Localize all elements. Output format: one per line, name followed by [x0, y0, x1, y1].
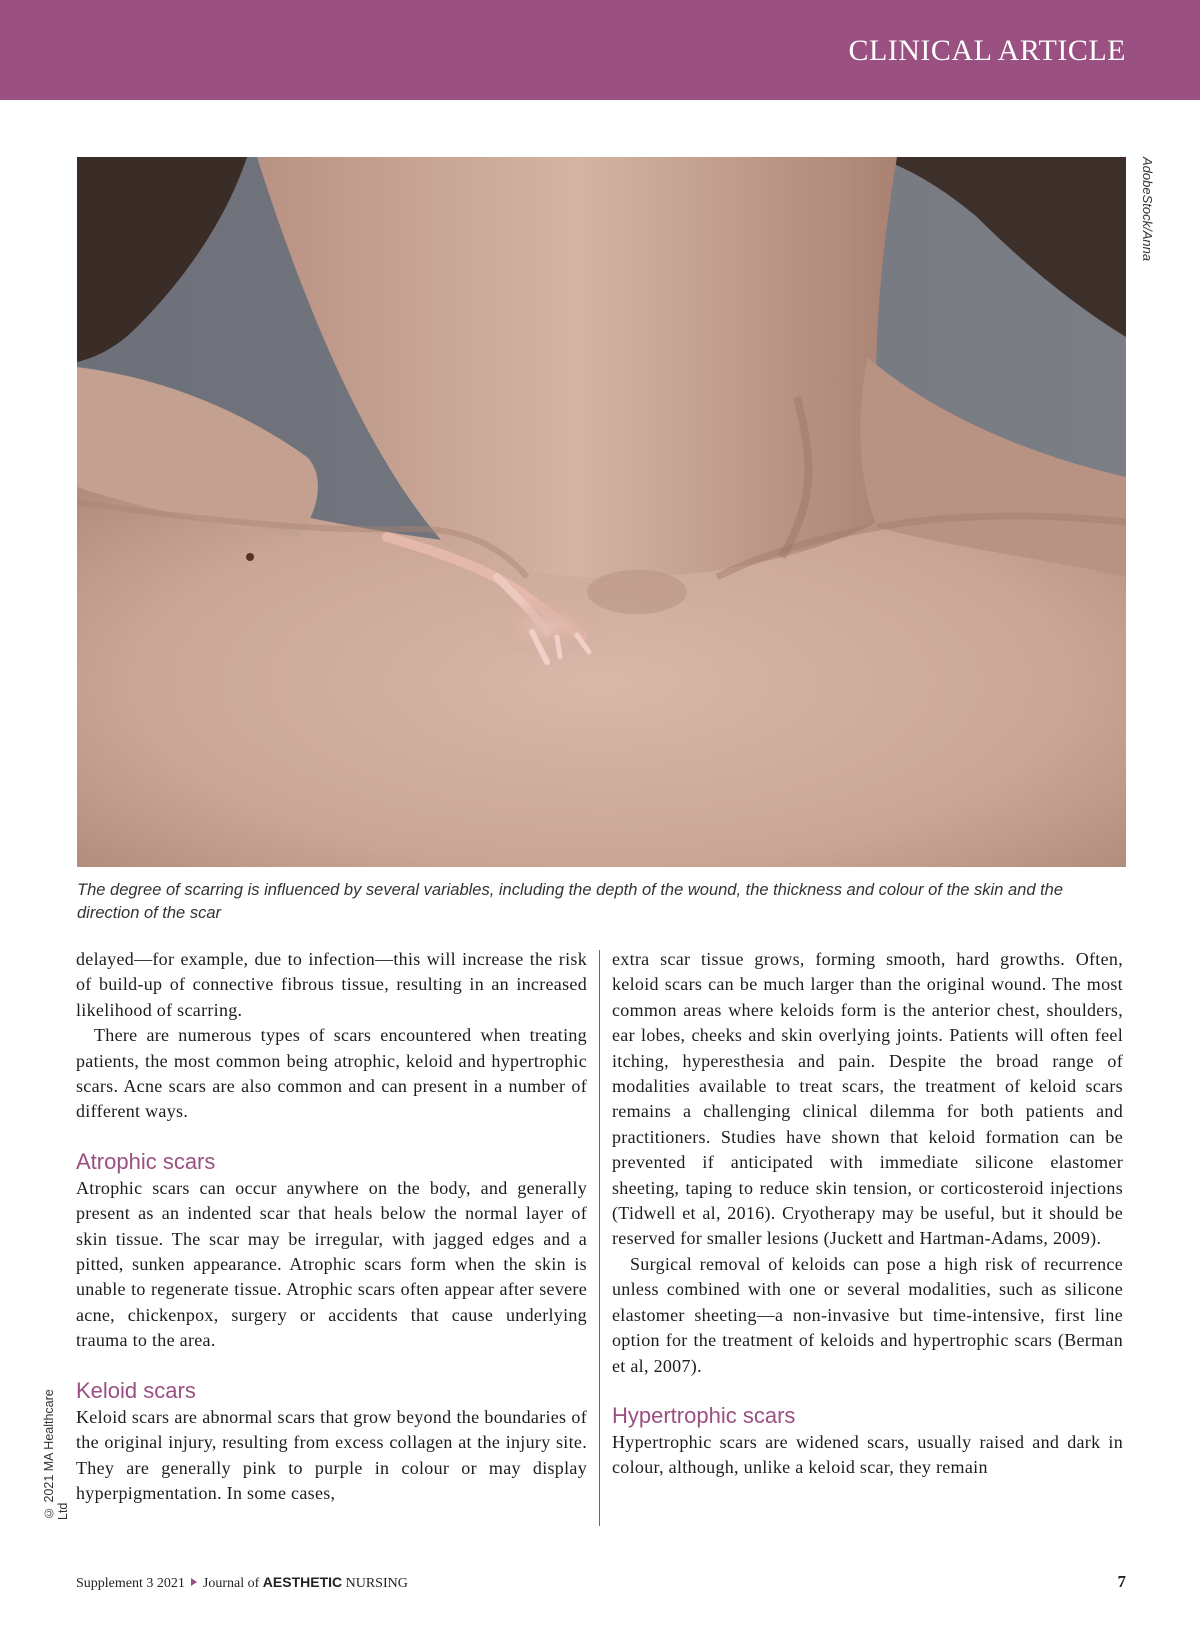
footer-issue: Supplement 3 2021: [76, 1576, 185, 1591]
body-paragraph: Keloid scars are abnormal scars that grow beyond the boundaries of the original injury, resulting from excess collagen at the injury site. They are generally pink to purple in colour or may display hyperpigmentation. In some cases,: [76, 1406, 587, 1503]
heading-keloid-scars: Keloid scars: [76, 1377, 196, 1403]
photo-neck-collarbone-scar: [77, 157, 1126, 867]
body-paragraph: Surgical removal of keloids can pose a high risk of recurrence unless combined with one or several modalities, such as silicone elastomer sheeting—a non-invasive but time-intensive, first line option for the treatment of keloids and hypertrophic scars (Berman et al, 2007).: [612, 1253, 1123, 1376]
page-number: 7: [1117, 1572, 1126, 1591]
footer: [76, 1574, 408, 1592]
body-paragraph: Atrophic scars can occur anywhere on the body, and generally present as an indented scar that heals below the normal layer of skin tissue. The scar may be irregular, with jagged edges and a pitted, sunken appearance. Atrophic scars form when the skin is unable to regenerate tissue. Atrophic scars often appear after severe acne, chickenpox, surgery or accidents that cause underlying trauma to the area.: [76, 1177, 587, 1351]
column-divider: [599, 950, 600, 1526]
article-photo: [77, 157, 1126, 867]
body-paragraph: There are numerous types of scars encountered when treating patients, the most common being atrophic, keloid and hypertrophic scars. Acne scars are also common and can present in a number of different ways.: [76, 1025, 587, 1122]
heading-hypertrophic-scars: Hypertrophic scars: [612, 1402, 796, 1428]
right-column: [612, 947, 1123, 1481]
heading-atrophic-scars: Atrophic scars: [76, 1148, 216, 1174]
left-column: [76, 947, 587, 1506]
footer-journal-prefix: Journal of: [202, 1576, 263, 1591]
copyright-notice: © 2021 MA Healthcare Ltd: [42, 1389, 70, 1520]
figure-caption: The degree of scarring is influenced by several variables, including the depth of the wound, the thickness and colour of the skin and the direction of the scar: [77, 881, 1064, 922]
footer-journal-suffix: NURSING: [342, 1576, 408, 1591]
section-label: CLINICAL ARTICLE: [848, 34, 1126, 67]
body-paragraph: Hypertrophic scars are widened scars, usually raised and dark in colour, although, unlike a keloid scar, they remain: [612, 1431, 1123, 1478]
header-band: [0, 0, 1200, 100]
photo-credit: AdobeStock/Anna: [1140, 157, 1155, 262]
body-paragraph: extra scar tissue grows, forming smooth, hard growths. Often, keloid scars can be much larger than the original wound. The most common areas where keloids form is the anterior chest, shoulders, ear lobes, cheeks and skin overlying joints. Patients will often feel itching, hyperesthesia and pain. Despite the broad range of modalities available to treat scars, the treatment of keloid scars remains a challenging clinical dilemma for both patients and practitioners. Studies have shown that keloid formation can be prevented if anticipated with immediate silicone elastomer sheeting, taping to reduce skin tension, or corticosteroid injections (Tidwell et al, 2016). Cryotherapy may be useful, but it should be reserved for smaller lesions (Juckett and Hartman-Adams, 2009).: [612, 949, 1123, 1249]
arrow-right-icon: [191, 1578, 197, 1586]
footer-journal-brand: AESTHETIC: [262, 1574, 343, 1590]
body-paragraph: delayed—for example, due to infection—this will increase the risk of build-up of connective fibrous tissue, resulting in an increased likelihood of scarring.: [76, 949, 587, 1020]
